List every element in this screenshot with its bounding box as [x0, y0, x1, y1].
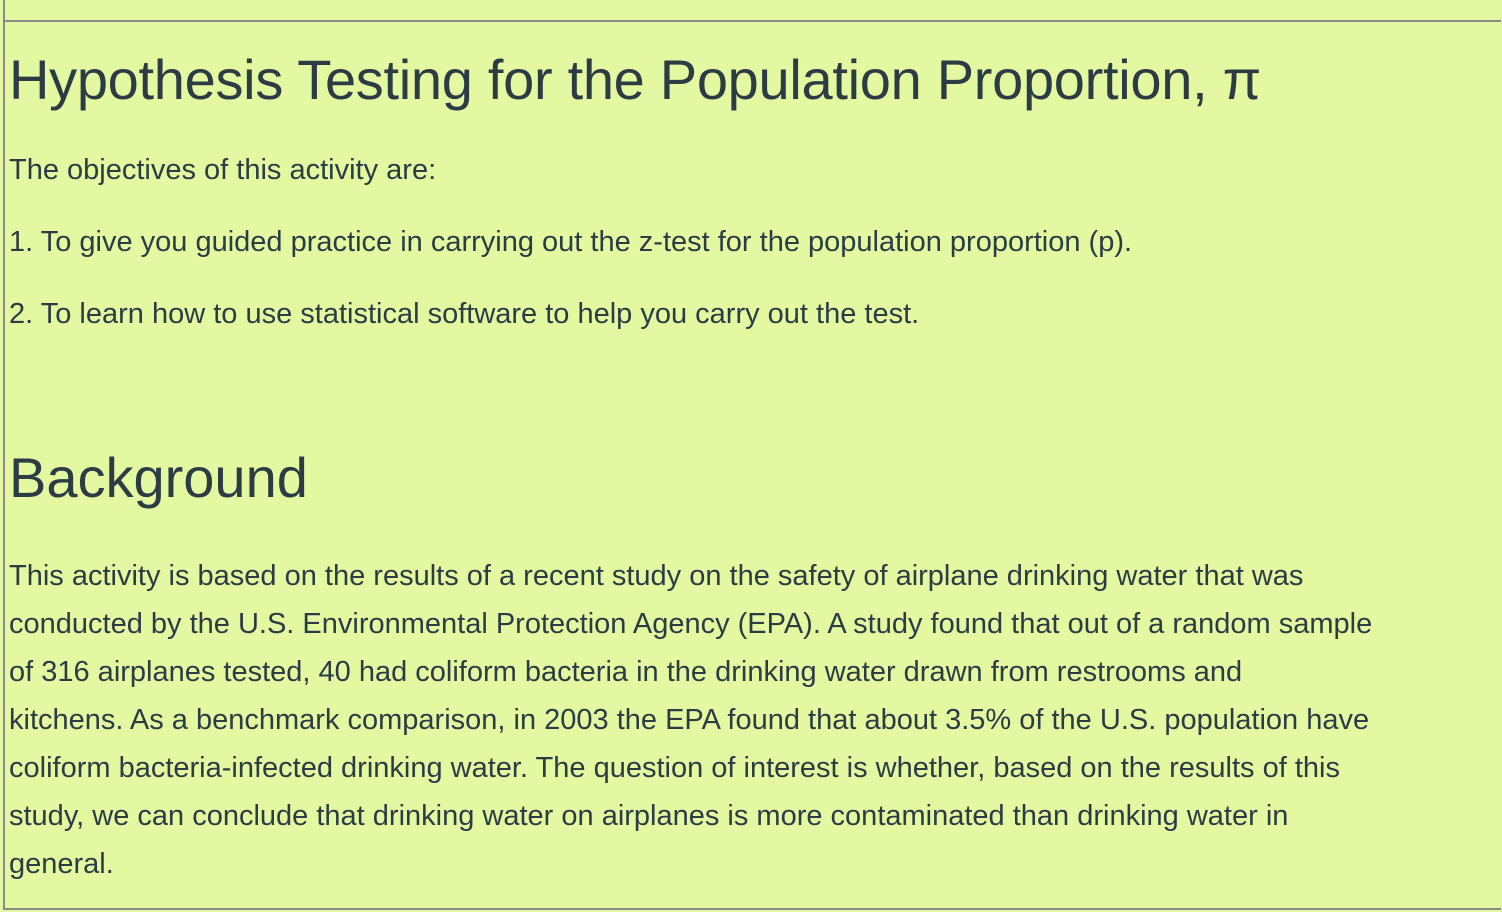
page-title: Hypothesis Testing for the Population Proportion, π — [9, 48, 1261, 111]
background-line: This activity is based on the results of a recent study on the safety of airplane drinking water that was — [9, 560, 1304, 592]
frame-edge-top — [3, 0, 5, 22]
background-line: conducted by the U.S. Environmental Protection Agency (EPA). A study found that out of a random sample — [9, 608, 1373, 640]
background-line: kitchens. As a benchmark comparison, in 2003 the EPA found that about 3.5% of the U.S. population have — [9, 704, 1370, 736]
background-line: study, we can conclude that drinking water on airplanes is more contaminated than drinking water in — [9, 800, 1289, 832]
objective-item-2: 2. To learn how to use statistical software to help you carry out the test. — [9, 298, 920, 330]
section-heading-background: Background — [9, 446, 308, 509]
background-line: general. — [9, 848, 114, 880]
background-line: coliform bacteria-infected drinking water. The question of interest is whether, based on the results of this — [9, 752, 1340, 784]
background-paragraph — [9, 552, 1494, 888]
objectives-intro: The objectives of this activity are: — [9, 154, 437, 186]
background-line: of 316 airplanes tested, 40 had coliform bacteria in the drinking water drawn from restrooms and — [9, 656, 1243, 688]
objective-item-1: 1. To give you guided practice in carrying out the z-test for the population proportion (p). — [9, 226, 1133, 258]
